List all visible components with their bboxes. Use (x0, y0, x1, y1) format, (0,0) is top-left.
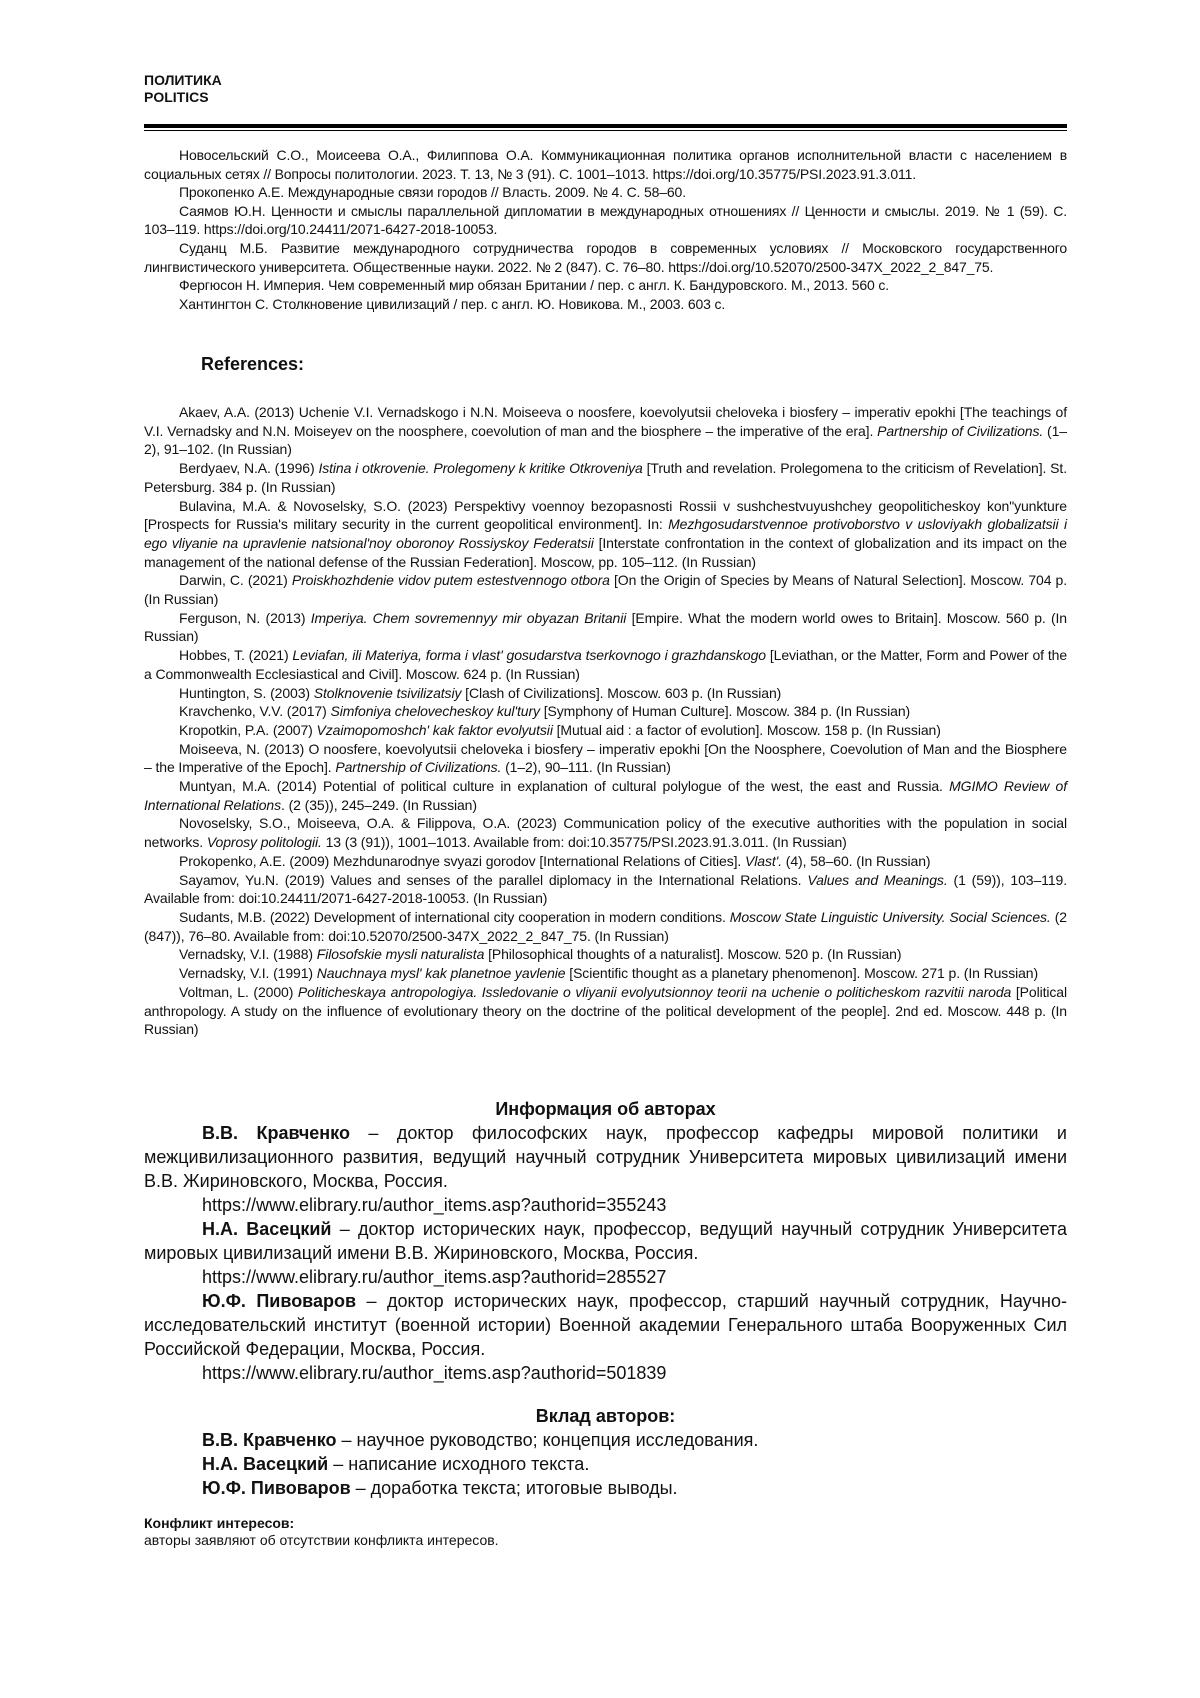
reference-text: Muntyan, M.A. (2014) Potential of political culture in explanation of cultural polylogue of the west, the east and Russia. (179, 778, 950, 795)
reference-item (144, 740, 1067, 777)
reference-text: [Empire. What the modern world owes to Britain]. Moscow. 560 p. (In Russian) (144, 609, 1067, 645)
reference-title-italic: Voprosy politologii. (206, 834, 322, 851)
header-rule-thin (144, 130, 1067, 131)
authors-section (144, 1097, 1067, 1500)
reference-text: Novoselsky, S.O., Moiseeva, O.A. & Filippova, O.A. (2023) Communication policy of the executive authorities with the population in social networks. (144, 815, 1067, 851)
reference-title-italic: Politicheskaya antropologiya. Issledovanie o vliyanii evolyutsionnoy teorii na uchenie o politicheskom razvitii naroda (297, 983, 1012, 1000)
references-heading: References: (201, 354, 305, 374)
literature-item: Хантингтон С. Столкновение цивилизаций / пер. с англ. Ю. Новикова. М., 2003. 603 с. (179, 295, 726, 312)
reference-item (144, 609, 1067, 646)
reference-text: Sudants, M.B. (2022) Development of international city cooperation in modern conditions. (179, 908, 730, 925)
reference-text: Voltman, L. (2000) (179, 983, 298, 1000)
reference-item (144, 684, 1067, 703)
conflict-heading: Конфликт интересов: (144, 1515, 295, 1531)
contribution-item (202, 1452, 1067, 1476)
reference-title-italic: Moscow State Linguistic University. Social Sciences. (729, 908, 1051, 925)
contributor-name: В.В. Кравченко (202, 1430, 337, 1450)
reference-text: Bulavina, M.A. & Novoselsky, S.O. (2023) Perspektivy voennoy bezopasnosti Rossii v sushchestvuyushchey geopoliticheskoy kon"yunkture [Prospects for Russia's military security in the current geopolitical environment]. In: (144, 497, 1067, 533)
reference-title-italic: Imperiya. Chem sovremennyy mir obyazan Britanii (310, 609, 627, 626)
reference-title-italic: Leviafan, ili Materiya, forma i vlast' gosudarstva tserkovnogo i grazhdanskogo (292, 647, 766, 664)
reference-title-italic: Vzaimopomoshch' kak faktor evolyutsii (316, 721, 553, 738)
reference-item (144, 908, 1067, 945)
reference-text: Darwin, C. (2021) (179, 572, 292, 589)
running-header (144, 72, 222, 106)
conflict-of-interest (144, 1515, 499, 1549)
reference-text: [Truth and revelation. Prolegomena to the criticism of Revelation]. St. Petersburg. 384 p. (In Russian) (144, 460, 1067, 495)
reference-item (144, 403, 1067, 459)
reference-text: (1–2), 91–102. (In Russian) (144, 422, 1067, 458)
reference-item (144, 497, 1067, 572)
reference-item (144, 646, 1067, 683)
literature-ru-list (144, 146, 1067, 313)
reference-text: (1–2), 90–111. (In Russian) (501, 759, 671, 776)
reference-text: 13 (3 (91)), 1001–1013. Available from: doi:10.35775/PSI.2023.91.3.011. (In Russian) (321, 834, 847, 851)
literature-item: Суданц М.Б. Развитие международного сотрудничества городов в современных условиях // Московского государственного лингвистического университета. Общественные науки. 2022. № 2 (847). С. 76–80. https://doi.org/10.52070/2500-347X_2022_2_847_75. (144, 239, 1067, 275)
contributor-name: Ю.Ф. Пивоваров (202, 1478, 351, 1498)
author-name: В.В. Кравченко (202, 1123, 350, 1143)
reference-text: (4), 58–60. (In Russian) (782, 852, 931, 869)
reference-text: (2 (847)), 76–80. Available from: doi:10.52070/2500-347X_2022_2_847_75. (In Russian) (144, 908, 1067, 944)
reference-text: (1 (59)), 103–119. Available from: doi:10.24411/2071-6427-2018-10053. (In Russian) (144, 871, 1067, 907)
reference-title-italic: Vlast'. (745, 852, 783, 869)
reference-item (144, 964, 1067, 983)
reference-text: Vernadsky, V.I. (1991) (179, 965, 317, 982)
reference-text: Berdyaev, N.A. (1996) (179, 460, 319, 477)
literature-item: Фергюсон Н. Империя. Чем современный мир обязан Британии / пер. с англ. К. Бандуровского. М., 2013. 560 с. (179, 277, 889, 294)
author-profile-link[interactable]: https://www.elibrary.ru/author_items.asp?authorid=501839 (202, 1363, 667, 1383)
conflict-text: авторы заявляют об отсутствии конфликта интересов. (144, 1532, 499, 1548)
reference-text: [Clash of Civilizations]. Moscow. 603 p. (In Russian) (461, 684, 782, 701)
reference-text: Prokopenko, A.E. (2009) Mezhdunarodnye svyazi gorodov [International Relations of Cities]. (179, 852, 746, 869)
contribution-text: – научное руководство; концепция исследования. (336, 1430, 759, 1450)
literature-item: Прокопенко А.Е. Международные связи городов // Власть. 2009. № 4. С. 58–60. (179, 184, 686, 201)
reference-title-italic: MGIMO Review of International Relations (144, 778, 1067, 813)
contribution-text: – доработка текста; итоговые выводы. (350, 1478, 678, 1498)
reference-title-italic: Partnership of Civilizations. (335, 759, 502, 776)
reference-title-italic: Proiskhozhdenie vidov putem estestvennogo otbora (291, 572, 610, 589)
contribution-heading: Вклад авторов: (535, 1406, 676, 1426)
reference-item (144, 871, 1067, 908)
reference-text: Sayamov, Yu.N. (2019) Values and senses of the parallel diplomacy in the International Relations. (179, 871, 808, 888)
author-entry (144, 1289, 1067, 1361)
reference-title-italic: Istina i otkrovenie. Prolegomeny k kritike Otkroveniya (318, 460, 643, 477)
reference-title-italic: Partnership of Civilizations. (877, 422, 1044, 439)
reference-item (144, 945, 1067, 964)
reference-title-italic: Simfoniya chelovecheskoy kul'tury (330, 703, 540, 720)
reference-item (144, 571, 1067, 608)
author-entry (144, 1121, 1067, 1193)
reference-title-italic: Values and Meanings. (807, 871, 948, 888)
reference-item (144, 983, 1067, 1039)
contribution-item (202, 1476, 1067, 1500)
reference-item (144, 702, 1067, 721)
reference-text: Kravchenko, V.V. (2017) (179, 703, 331, 720)
reference-text: Hobbes, T. (2021) (179, 647, 293, 664)
reference-text: Ferguson, N. (2013) (179, 609, 311, 626)
author-profile-link[interactable]: https://www.elibrary.ru/author_items.asp?authorid=285527 (202, 1267, 667, 1287)
reference-item (144, 777, 1067, 814)
contribution-item (202, 1428, 1067, 1452)
reference-text: [Philosophical thoughts of a naturalist]. Moscow. 520 p. (In Russian) (484, 946, 902, 963)
author-name: Н.А. Васецкий (202, 1219, 332, 1239)
reference-item (144, 852, 1067, 871)
reference-text: [Scientific thought as a planetary phenomenon]. Moscow. 271 p. (In Russian) (565, 965, 1039, 982)
reference-title-italic: Nauchnaya mysl' kak planetnoe yavlenie (316, 965, 566, 982)
author-description: – доктор философских наук, профессор кафедры мировой политики и межцивилизационного развития, ведущий научный сотрудник Университета мировых цивилизаций имени В.В. Жириновского, Москва, Россия. (144, 1123, 1067, 1191)
reference-text: Huntington, S. (2003) (179, 684, 314, 701)
reference-text: Vernadsky, V.I. (1988) (179, 946, 317, 963)
reference-item (144, 721, 1067, 740)
literature-item: Саямов Ю.Н. Ценности и смыслы параллельной дипломатии в международных отношениях // Ценности и смыслы. 2019. № 1 (59). С. 103–119. https://doi.org/10.24411/2071-6427-2018-10053. (144, 202, 1067, 238)
author-description: – доктор исторических наук, профессор, старший научный сотрудник, Научно-исследовательский институт (военной истории) Военной академии Генерального штаба Вооруженных Сил Российской Федерации, Москва, Россия. (144, 1291, 1067, 1359)
reference-text: [On the Origin of Species by Means of Natural Selection]. Moscow. 704 p. (In Russian) (144, 572, 1067, 608)
reference-item (144, 814, 1067, 851)
authors-info-heading: Информация об авторах (495, 1099, 716, 1119)
reference-title-italic: Stolknovenie tsivilizatsiy (313, 684, 462, 701)
author-name: Ю.Ф. Пивоваров (202, 1291, 357, 1311)
reference-text: Moiseeva, N. (2013) O noosfere, koevolyutsii cheloveka i biosfery – imperativ epokhi [On the Noosphere, Coevolution of Man and the Biosphere – the Imperative of the Epoch]. (144, 740, 1067, 776)
reference-text: Kropotkin, P.A. (2007) (179, 721, 317, 738)
contribution-text: – написание исходного текста. (328, 1454, 590, 1474)
contributor-name: Н.А. Васецкий (202, 1454, 329, 1474)
section-title-en: POLITICS (144, 89, 209, 105)
reference-text: Akaev, A.A. (2013) Uchenie V.I. Vernadskogo i N.N. Moiseeva o noosfere, koevolyutsii cheloveka i biosfery – imperativ epokhi [The teachings of V.I. Vernadsky and N.N. Moiseyev on the noosphere, coevolution of man and the biosphere – the imperative of the era]. (144, 404, 1067, 439)
references-list (144, 403, 1067, 1039)
reference-item (144, 459, 1067, 496)
reference-text: [Interstate confrontation in the context of globalization and its impact on the management of the national defense of the Russian Federation]. Moscow, pp. 105–112. (In Russian) (144, 534, 1067, 570)
author-description: – доктор исторических наук, профессор, ведущий научный сотрудник Университета мировых цивилизаций имени В.В. Жириновского, Москва, Россия. (144, 1219, 1067, 1263)
reference-text: [Symphony of Human Culture]. Moscow. 384 p. (In Russian) (539, 703, 911, 720)
reference-text: [Political anthropology. A study on the influence of evolutionary theory on the doctrine of the political development of the people]. 2nd ed. Moscow. 448 p. (In Russian) (144, 983, 1068, 1038)
reference-title-italic: Mezhgosudarstvennoe protivoborstvo v usloviyakh globalizatsii i ego vliyanie na upravlenie natsional'noy oboronoy Rossiyskoy Federatsii (144, 516, 1068, 551)
header-rule-thick (144, 124, 1067, 128)
reference-text: [Mutual aid : a factor of evolution]. Moscow. 158 p. (In Russian) (552, 721, 941, 738)
reference-text: . (2 (35)), 245–249. (In Russian) (281, 796, 477, 813)
section-title-ru: ПОЛИТИКА (144, 72, 222, 88)
author-profile-link[interactable]: https://www.elibrary.ru/author_items.asp?authorid=355243 (202, 1195, 667, 1215)
reference-title-italic: Filosofskie mysli naturalista (316, 946, 485, 963)
author-entry (144, 1217, 1067, 1265)
literature-item: Новосельский С.О., Моисеева О.А., Филиппова О.А. Коммуникационная политика органов исполнительной власти с населением в социальных сетях // Вопросы политологии. 2023. Т. 13, № 3 (91). С. 1001–1013. https://doi.org/10.35775/PSI.2023.91.3.011. (144, 147, 1067, 182)
reference-text: [Leviathan, or the Matter, Form and Power of the a Commonwealth Ecclesiastical and Civil]. Moscow. 624 p. (In Russian) (144, 647, 1068, 682)
